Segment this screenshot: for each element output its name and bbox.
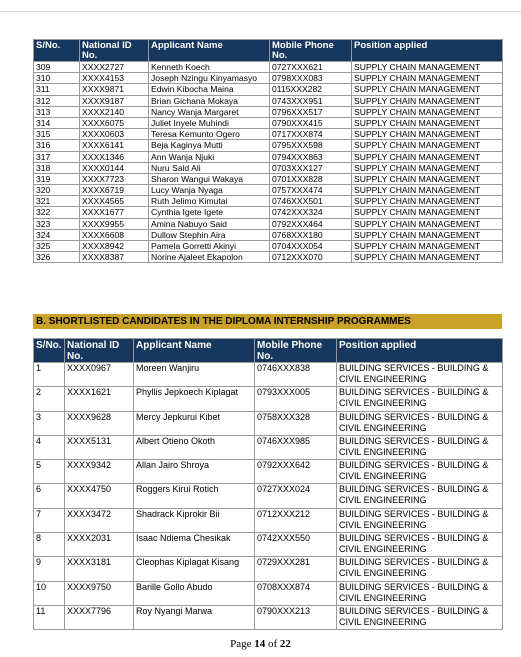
cell-applicant-name: Amina Nabuyo Said: [149, 218, 270, 229]
table-row: [34, 557, 503, 581]
cell-applicant-name: Roy Nyangi Marwa: [134, 605, 255, 629]
cell-sno: 313: [34, 106, 80, 117]
cell-mobile-phone: 0742XXX550: [255, 533, 337, 557]
cell-sno: 8: [34, 533, 65, 557]
page-footer: [0, 638, 521, 650]
cell-position: SUPPLY CHAIN MANAGEMENT: [352, 73, 503, 84]
cell-sno: 7: [34, 508, 65, 532]
cell-sno: 10: [34, 581, 65, 605]
cell-mobile-phone: 0708XXX874: [255, 581, 337, 605]
cell-national-id: XXXX2727: [80, 62, 149, 73]
cell-sno: 316: [34, 140, 80, 151]
cell-national-id: XXXX5131: [65, 435, 134, 459]
cell-sno: 4: [34, 435, 65, 459]
cell-position: SUPPLY CHAIN MANAGEMENT: [352, 173, 503, 184]
cell-sno: 322: [34, 207, 80, 218]
cell-sno: 309: [34, 62, 80, 73]
cell-national-id: XXXX2140: [80, 106, 149, 117]
header-national-id: National ID No.: [80, 40, 149, 62]
table-row: [34, 117, 503, 128]
table-row: [34, 484, 503, 508]
table-row: [34, 73, 503, 84]
cell-applicant-name: Isaac Ndiema Chesikak: [134, 533, 255, 557]
table-row: [34, 387, 503, 411]
cell-sno: 311: [34, 84, 80, 95]
cell-mobile-phone: 0792XXX642: [255, 460, 337, 484]
cell-mobile-phone: 0743XXX951: [270, 95, 352, 106]
table-row: [34, 581, 503, 605]
cell-national-id: XXXX4153: [80, 73, 149, 84]
cell-sno: 320: [34, 185, 80, 196]
cell-position: SUPPLY CHAIN MANAGEMENT: [352, 62, 503, 73]
cell-position: SUPPLY CHAIN MANAGEMENT: [352, 140, 503, 151]
cell-position: BUILDING SERVICES - BUILDING & CIVIL ENGINEERING: [337, 411, 503, 435]
table-row: [34, 533, 503, 557]
table-row: [34, 605, 503, 629]
cell-applicant-name: Moreen Wanjiru: [134, 363, 255, 387]
cell-applicant-name: Dullow Stephin Aira: [149, 229, 270, 240]
cell-mobile-phone: 0794XXX863: [270, 151, 352, 162]
cell-sno: 321: [34, 196, 80, 207]
cell-national-id: XXXX9750: [65, 581, 134, 605]
header-mobile-phone: Mobile Phone No.: [270, 40, 352, 62]
cell-position: SUPPLY CHAIN MANAGEMENT: [352, 117, 503, 128]
cell-position: BUILDING SERVICES - BUILDING & CIVIL ENGINEERING: [337, 387, 503, 411]
cell-sno: 312: [34, 95, 80, 106]
cell-mobile-phone: 0798XXX083: [270, 73, 352, 84]
table-row: [34, 435, 503, 459]
cell-mobile-phone: 0796XXX517: [270, 106, 352, 117]
cell-national-id: XXXX0603: [80, 129, 149, 140]
cell-sno: 326: [34, 252, 80, 263]
header-position: Position applied: [337, 339, 503, 363]
cell-mobile-phone: 0790XXX213: [255, 605, 337, 629]
table-row: [34, 173, 503, 184]
cell-mobile-phone: 0792XXX464: [270, 218, 352, 229]
cell-national-id: XXXX9628: [65, 411, 134, 435]
cell-national-id: XXXX8387: [80, 252, 149, 263]
cell-applicant-name: Joseph Nzingu Kinyamasyo: [149, 73, 270, 84]
cell-applicant-name: Beja Kaginya Mutti: [149, 140, 270, 151]
cell-applicant-name: Lucy Wanja Nyaga: [149, 185, 270, 196]
header-sno: S/No.: [34, 339, 65, 363]
cell-national-id: XXXX9187: [80, 95, 149, 106]
cell-sno: 1: [34, 363, 65, 387]
table-row: [34, 460, 503, 484]
cell-national-id: XXXX0967: [65, 363, 134, 387]
cell-position: SUPPLY CHAIN MANAGEMENT: [352, 185, 503, 196]
cell-applicant-name: Shadrack Kiprokir Bii: [134, 508, 255, 532]
cell-mobile-phone: 0757XXX474: [270, 185, 352, 196]
table-row: [34, 411, 503, 435]
section-b-heading: B. SHORTLISTED CANDIDATES IN THE DIPLOMA INTERNSHIP PROGRAMMES: [33, 314, 502, 329]
cell-national-id: XXXX2031: [65, 533, 134, 557]
cell-sno: 11: [34, 605, 65, 629]
cell-mobile-phone: 0717XXX874: [270, 129, 352, 140]
cell-applicant-name: Cleophas Kiplagat Kisang: [134, 557, 255, 581]
table-row: [34, 207, 503, 218]
cell-mobile-phone: 0712XXX212: [255, 508, 337, 532]
table-row: [34, 140, 503, 151]
cell-applicant-name: Cynthia Igete Igete: [149, 207, 270, 218]
cell-position: BUILDING SERVICES - BUILDING & CIVIL ENGINEERING: [337, 508, 503, 532]
table-row: [34, 95, 503, 106]
cell-sno: 6: [34, 484, 65, 508]
cell-applicant-name: Barille Gollo Abudo: [134, 581, 255, 605]
table-row: [34, 508, 503, 532]
cell-position: BUILDING SERVICES - BUILDING & CIVIL ENGINEERING: [337, 484, 503, 508]
footer-prefix: Page: [230, 638, 255, 650]
table-row: [34, 162, 503, 173]
cell-position: SUPPLY CHAIN MANAGEMENT: [352, 196, 503, 207]
cell-national-id: XXXX9955: [80, 218, 149, 229]
shortlist-table-diploma: [33, 338, 503, 630]
table-row: [34, 151, 503, 162]
cell-sno: 318: [34, 162, 80, 173]
cell-applicant-name: Teresa Kemunto Ogero: [149, 129, 270, 140]
cell-sno: 315: [34, 129, 80, 140]
table-row: [34, 218, 503, 229]
cell-applicant-name: Phyllis Jepkoech Kiplagat: [134, 387, 255, 411]
table-row: [34, 363, 503, 387]
cell-sno: 319: [34, 173, 80, 184]
cell-sno: 325: [34, 241, 80, 252]
cell-mobile-phone: 0727XXX621: [270, 62, 352, 73]
cell-sno: 5: [34, 460, 65, 484]
cell-mobile-phone: 0768XXX180: [270, 229, 352, 240]
cell-applicant-name: Kenneth Koech: [149, 62, 270, 73]
cell-mobile-phone: 0790XXX415: [270, 117, 352, 128]
header-position: Position applied: [352, 40, 503, 62]
cell-national-id: XXXX3472: [65, 508, 134, 532]
cell-mobile-phone: 0795XXX598: [270, 140, 352, 151]
cell-position: BUILDING SERVICES - BUILDING & CIVIL ENGINEERING: [337, 363, 503, 387]
header-applicant-name: Applicant Name: [149, 40, 270, 62]
cell-position: SUPPLY CHAIN MANAGEMENT: [352, 151, 503, 162]
cell-position: BUILDING SERVICES - BUILDING & CIVIL ENGINEERING: [337, 533, 503, 557]
cell-position: SUPPLY CHAIN MANAGEMENT: [352, 95, 503, 106]
cell-mobile-phone: 0758XXX328: [255, 411, 337, 435]
cell-position: BUILDING SERVICES - BUILDING & CIVIL ENGINEERING: [337, 605, 503, 629]
header-mobile-phone: Mobile Phone No.: [255, 339, 337, 363]
cell-mobile-phone: 0746XXX838: [255, 363, 337, 387]
header-national-id: National ID No.: [65, 339, 134, 363]
cell-position: BUILDING SERVICES - BUILDING & CIVIL ENGINEERING: [337, 460, 503, 484]
cell-mobile-phone: 0729XXX281: [255, 557, 337, 581]
cell-position: SUPPLY CHAIN MANAGEMENT: [352, 207, 503, 218]
cell-national-id: XXXX3181: [65, 557, 134, 581]
cell-sno: 3: [34, 411, 65, 435]
cell-applicant-name: Roggers Kirui Rotich: [134, 484, 255, 508]
cell-position: SUPPLY CHAIN MANAGEMENT: [352, 252, 503, 263]
cell-applicant-name: Ann Wanja Njuki: [149, 151, 270, 162]
footer-middle: of: [265, 638, 280, 650]
cell-mobile-phone: 0742XXX324: [270, 207, 352, 218]
cell-sno: 314: [34, 117, 80, 128]
cell-position: BUILDING SERVICES - BUILDING & CIVIL ENGINEERING: [337, 581, 503, 605]
cell-sno: 310: [34, 73, 80, 84]
cell-mobile-phone: 0793XXX005: [255, 387, 337, 411]
cell-mobile-phone: 0746XXX501: [270, 196, 352, 207]
cell-national-id: XXXX6608: [80, 229, 149, 240]
cell-position: SUPPLY CHAIN MANAGEMENT: [352, 84, 503, 95]
cell-applicant-name: Mercy Jepkurui Kibet: [134, 411, 255, 435]
cell-applicant-name: Juliet Inyele Muhindi: [149, 117, 270, 128]
table-row: [34, 196, 503, 207]
cell-position: SUPPLY CHAIN MANAGEMENT: [352, 229, 503, 240]
cell-national-id: XXXX6075: [80, 117, 149, 128]
header-sno: S/No.: [34, 40, 80, 62]
cell-national-id: XXXX6141: [80, 140, 149, 151]
cell-applicant-name: Norine Ajaleet Ekapolon: [149, 252, 270, 263]
cell-sno: 323: [34, 218, 80, 229]
table-row: [34, 84, 503, 95]
cell-national-id: XXXX7796: [65, 605, 134, 629]
cell-mobile-phone: 0727XXX024: [255, 484, 337, 508]
cell-mobile-phone: 0115XXX282: [270, 84, 352, 95]
cell-national-id: XXXX0144: [80, 162, 149, 173]
cell-national-id: XXXX7723: [80, 173, 149, 184]
cell-position: SUPPLY CHAIN MANAGEMENT: [352, 241, 503, 252]
cell-applicant-name: Nancy Wanja Margaret: [149, 106, 270, 117]
cell-position: BUILDING SERVICES - BUILDING & CIVIL ENGINEERING: [337, 557, 503, 581]
table-row: [34, 185, 503, 196]
top-rule: [0, 11, 521, 12]
cell-national-id: XXXX1677: [80, 207, 149, 218]
cell-national-id: XXXX1621: [65, 387, 134, 411]
cell-sno: 9: [34, 557, 65, 581]
cell-position: SUPPLY CHAIN MANAGEMENT: [352, 162, 503, 173]
table-header-row: [34, 40, 503, 62]
cell-mobile-phone: 0703XXX127: [270, 162, 352, 173]
table-row: [34, 241, 503, 252]
table-row: [34, 229, 503, 240]
cell-position: SUPPLY CHAIN MANAGEMENT: [352, 106, 503, 117]
footer-current-page: 14: [254, 638, 266, 650]
cell-mobile-phone: 0704XXX054: [270, 241, 352, 252]
cell-national-id: XXXX9342: [65, 460, 134, 484]
cell-applicant-name: Brian Gichana Mokaya: [149, 95, 270, 106]
table-row: [34, 106, 503, 117]
cell-national-id: XXXX8942: [80, 241, 149, 252]
cell-mobile-phone: 0746XXX985: [255, 435, 337, 459]
cell-applicant-name: Ruth Jelimo Kimutai: [149, 196, 270, 207]
cell-position: BUILDING SERVICES - BUILDING & CIVIL ENGINEERING: [337, 435, 503, 459]
table-row: [34, 62, 503, 73]
cell-national-id: XXXX4565: [80, 196, 149, 207]
cell-applicant-name: Nuru Said Ali: [149, 162, 270, 173]
table-row: [34, 129, 503, 140]
cell-sno: 324: [34, 229, 80, 240]
cell-applicant-name: Edwin Kibocha Maina: [149, 84, 270, 95]
footer-total-pages: 22: [279, 638, 291, 650]
table-row: [34, 252, 503, 263]
shortlist-table-supply-chain: [33, 39, 503, 263]
cell-national-id: XXXX4750: [65, 484, 134, 508]
header-applicant-name: Applicant Name: [134, 339, 255, 363]
cell-position: SUPPLY CHAIN MANAGEMENT: [352, 218, 503, 229]
cell-national-id: XXXX9871: [80, 84, 149, 95]
cell-applicant-name: Allan Jairo Shroya: [134, 460, 255, 484]
cell-position: SUPPLY CHAIN MANAGEMENT: [352, 129, 503, 140]
cell-mobile-phone: 0701XXX828: [270, 173, 352, 184]
cell-national-id: XXXX1346: [80, 151, 149, 162]
cell-national-id: XXXX6719: [80, 185, 149, 196]
table-header-row: [34, 339, 503, 363]
cell-mobile-phone: 0712XXX070: [270, 252, 352, 263]
cell-applicant-name: Albert Otieno Okoth: [134, 435, 255, 459]
cell-sno: 317: [34, 151, 80, 162]
cell-applicant-name: Pamela Gorretti Akinyi: [149, 241, 270, 252]
cell-applicant-name: Sharon Wangui Wakaya: [149, 173, 270, 184]
cell-sno: 2: [34, 387, 65, 411]
